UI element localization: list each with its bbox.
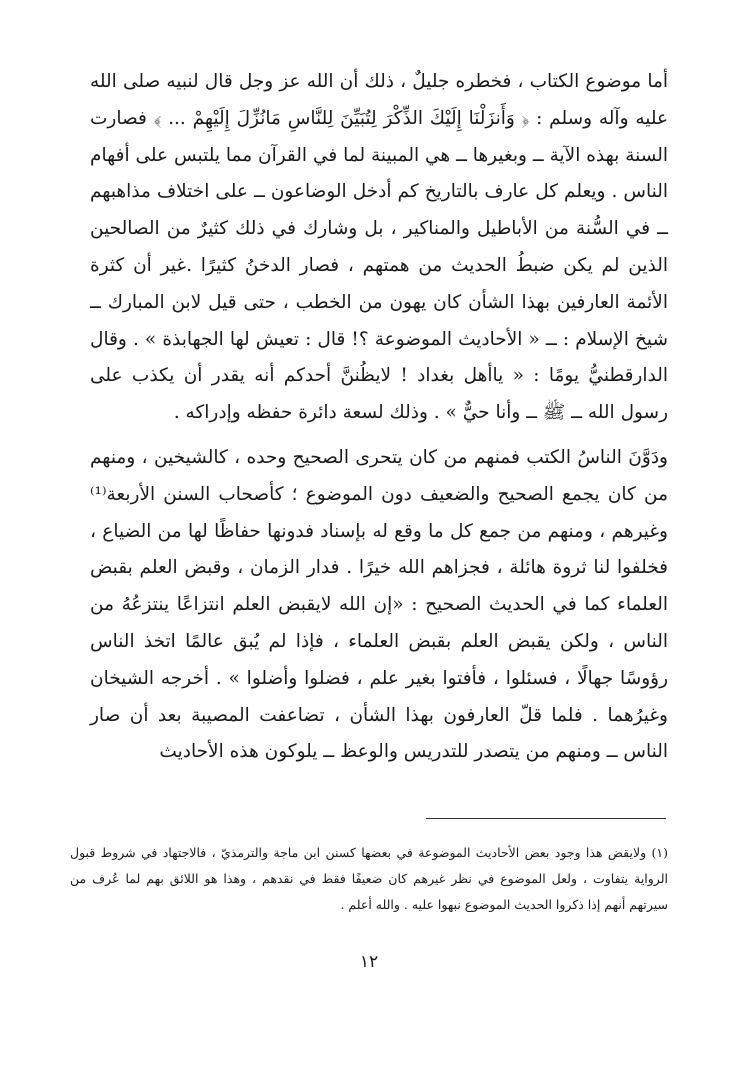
footnote-block <box>70 840 668 918</box>
main-text-body <box>90 64 668 771</box>
paragraph-hadith-compilation: ودَوَّنَ الناسُ الكتب فمنهم من كان يتحرى الصحيح وحده ، كالشيخين ، ومنهم من كان يجمع الصحيح والضعيف دون الموضوع ؛ كأصحاب السنن الأربعة⁽¹⁾ وغيرهم ، ومنهم من جمع كل ما وقع له بإسناد فدونها حفاظًا لها من الضياع ، فخلفوا لنا ثروة هائلة ، فجزاهم الله خيرًا . فدار الزمان ، وقبض العلم بقبض العلماء كما في الحديث الصحيح : «إن الله لايقبض العلم انتزاعًا ينتزعُهُ من الناس ، ولكن يقبض العلم بقبض العلماء ، فإذا لم يُبق عالمًا اتخذ الناس رؤوسًا جهالًا ، فسئلوا ، فأفتوا بغير علم ، فضلوا وأضلوا » . أخرجه الشيخان وغيرُهما . فلما قلّ العارفون بهذا الشأن ، تضاعفت المصيبة بعد أن صار الناس ــ ومنهم من يتصدر للتدريس والوعظ ــ يلوكون هذه الأحاديث <box>90 446 668 763</box>
page-number: ١٢ <box>359 952 379 972</box>
paragraph-topic-importance: أما موضوع الكتاب ، فخطره جليلٌ ، ذلك أن الله عز وجل قال لنبيه صلى الله عليه وآله وسلم : ﴿ وَأَنزَلْنَا إِلَيْكَ الذِّكْرَ لِتُبَيِّنَ لِلنَّاسِ مَانُزِّلَ إِلَيْهِمْ ... ﴾ فصارت السنة بهذه الآية ــ وبغيرها ــ هي المبينة لما في القرآن مما يلتبس على أفهام الناس . ويعلم كل عارف بالتاريخ كم أدخل الوضاعون ــ على اختلاف مذاهبهم ــ في السُّنة من الأباطيل والمناكير ، بل وشارك في ذلك كثيرٌ من الصالحين الذين لم يكن ضبطُ الحديث من همتهم ، فصار الدخنُ كثيرًا .غير أن كثرة الأئمة العارفين بهذا الشأن كان يهون من الخطب ، حتى قيل لابن المبارك ــ شيخ الإسلام : ــ « الأحاديث الموضوعة ؟! قال : تعيش لها الجهابذة » . وقال الدارقطنيُّ يومًا : « ياأهل بغداد ! لايظُننَّ أحدكم أنه يقدر أن يكذب على رسول الله ــ ﷺ ــ وأنا حيٌّ » . وذلك لسعة دائرة حفظه وإدراكه . <box>90 71 668 424</box>
footnote-separator <box>426 818 666 819</box>
footnote-1: (١) ولايقض هذا وجود بعض الأحاديث الموضوعة في بعضها كسنن ابن ماجة والترمذيّ ، فالاجتهاد في شروط قبول الرواية يتفاوت ، ولعل الموضوع في نظر غيرهم كان ضعيفًا فقط في نقدهم ، وهذا هو اللائق بهم لما عُرف من سيرتهم أنهم إذا ذكروا الحديث الموضوع نبهوا عليه . والله أعلم . <box>70 845 668 912</box>
